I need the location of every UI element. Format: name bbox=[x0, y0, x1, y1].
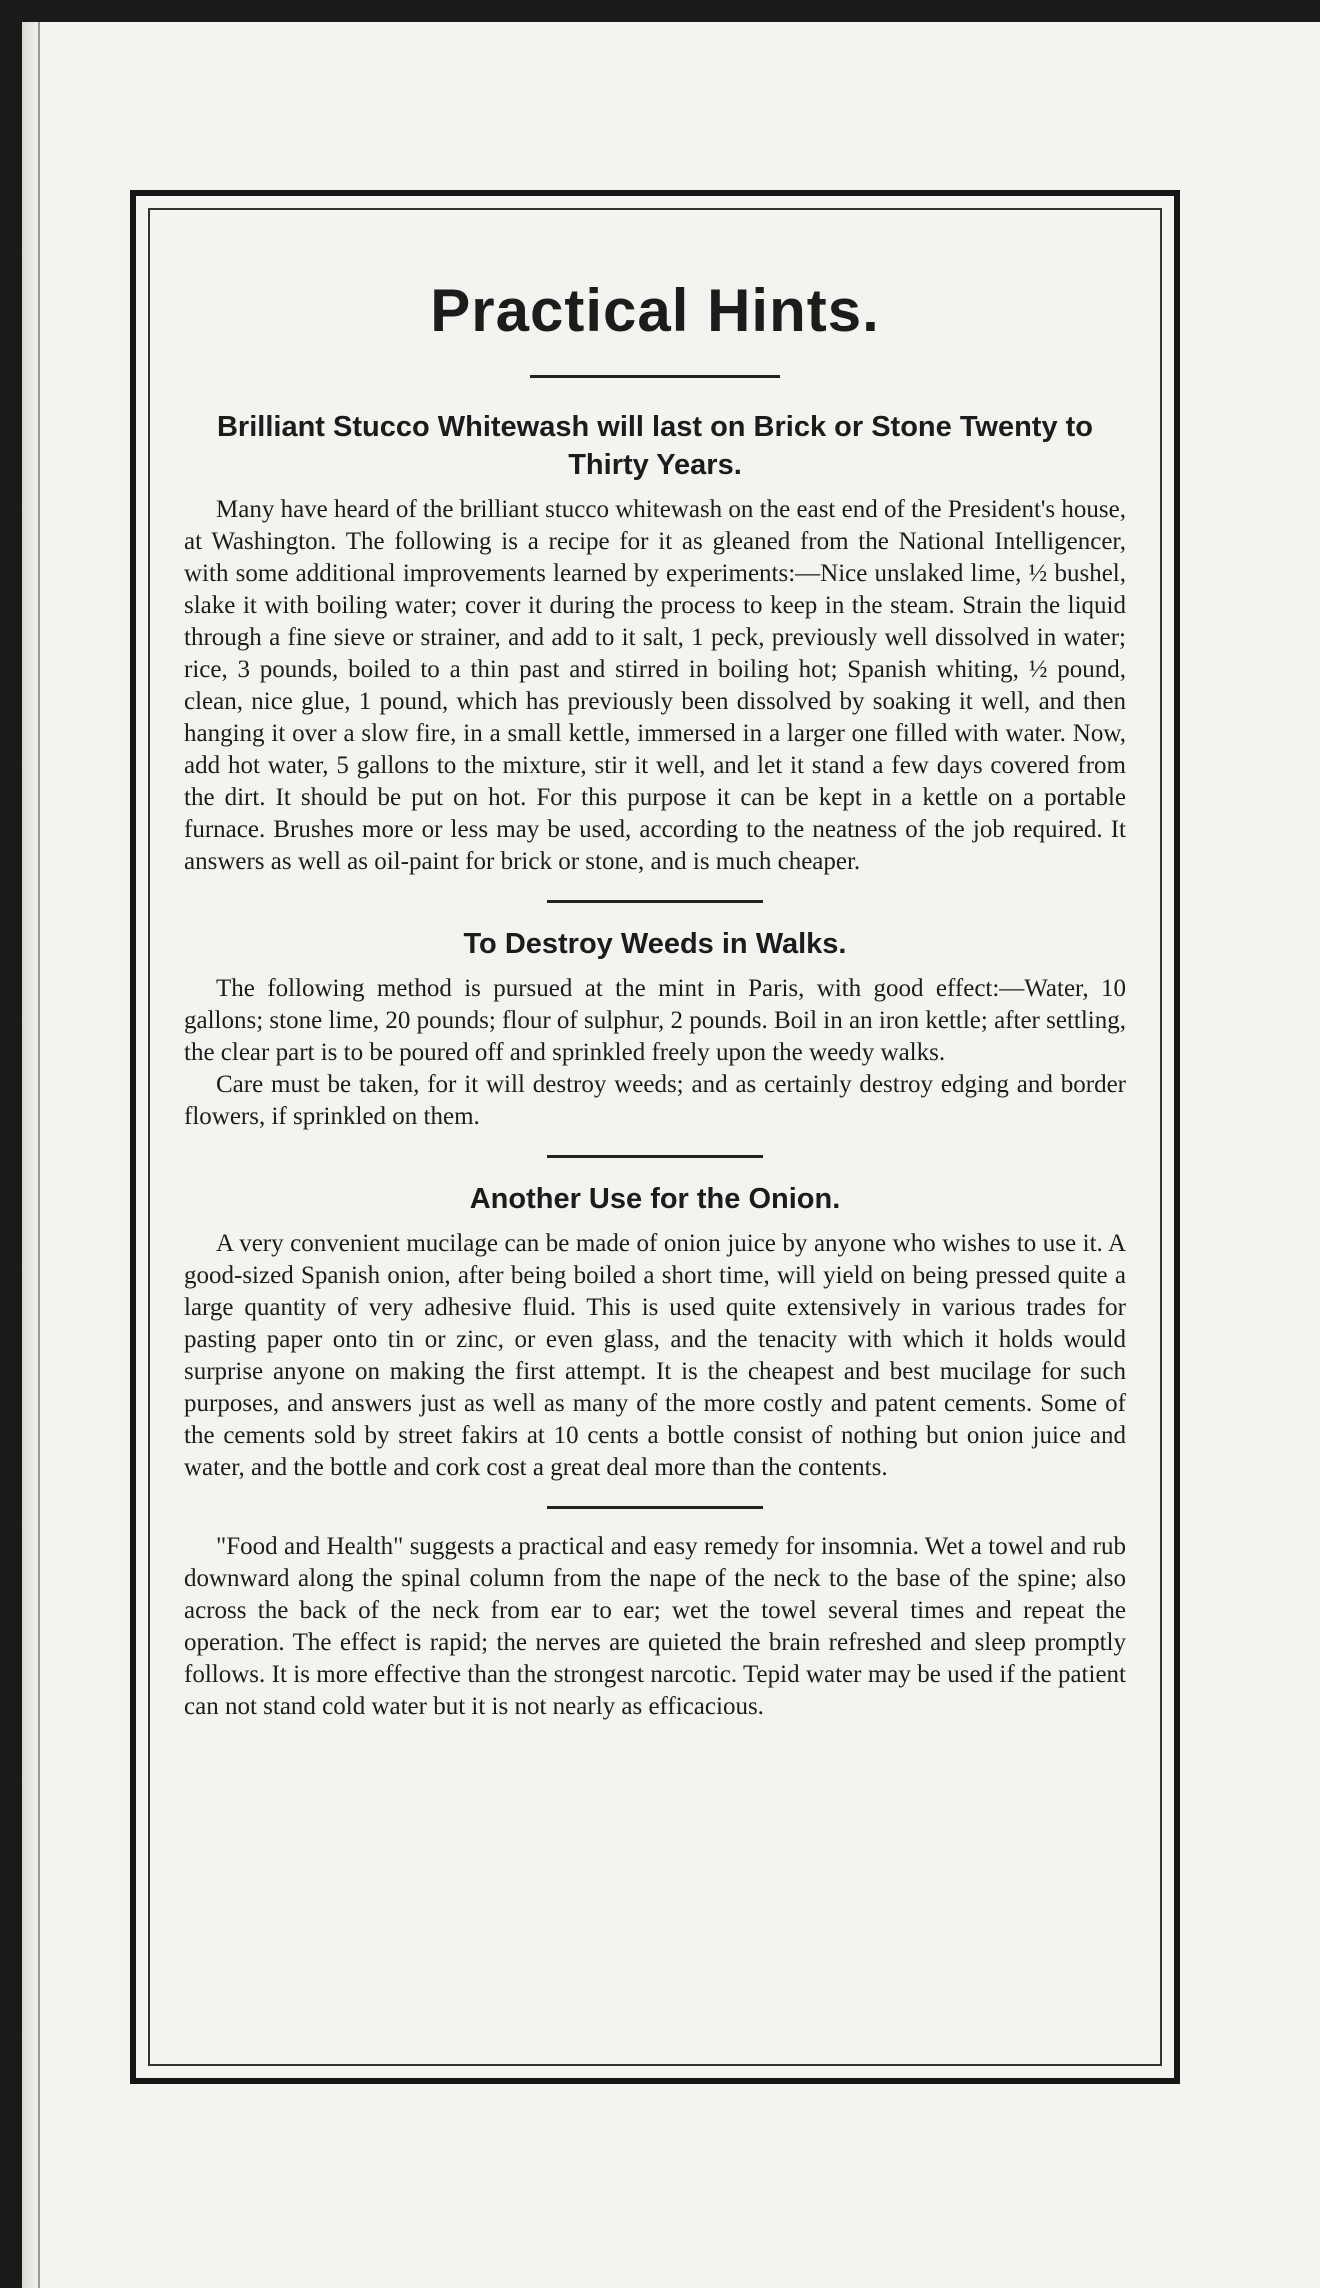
section-whitewash bbox=[184, 408, 1126, 878]
section-paragraph: Care must be taken, for it will destroy weeds; and as certainly destroy edging and border flowers, if sprinkled on them. bbox=[184, 1071, 1126, 1130]
title-divider bbox=[530, 375, 780, 378]
inner-border bbox=[148, 208, 1162, 2066]
page-title: Practical Hints. bbox=[430, 277, 880, 344]
section-weeds bbox=[184, 925, 1126, 1133]
section-onion bbox=[184, 1180, 1126, 1484]
section-divider bbox=[547, 1155, 763, 1158]
insomnia-paragraph: "Food and Health" suggests a practical and easy remedy for insomnia. Wet a towel and rub downward along the spinal column from the nape of the neck to the base of the spine; also across the back of the neck from ear to ear; wet the towel several times and repeat the operation. The effect is rapid; the nerves are quieted the brain refreshed and sleep promptly follows. It is more effective than the strongest narcotic. Tepid water may be used if the patient can not stand cold water but it is not nearly as efficacious. bbox=[184, 1533, 1126, 1720]
section-paragraph: A very convenient mucilage can be made of onion juice by anyone who wishes to use it. A good-sized Spanish onion, after being boiled a short time, will yield on being pressed quite a large quantity of very adhesive fluid. This is used quite extensively in various trades for pasting paper onto tin or zinc, or even glass, and the tenacity with which it holds would surprise anyone on making the first attempt. It is the cheapest and best mucilage for such purposes, and answers just as well as many of the more costly and patent cements. Some of the cements sold by street fakirs at 10 cents a bottle consist of nothing but onion juice and water, and the bottle and cork cost a great deal more than the contents. bbox=[184, 1230, 1126, 1481]
section-heading: Brilliant Stucco Whitewash will last on Brick or Stone Twenty to Thirty Years. bbox=[216, 411, 1094, 481]
section-paragraph: Many have heard of the brilliant stucco whitewash on the east end of the President's house, at Washington. The following is a recipe for it as gleaned from the National Intelligencer, with some additional improvements learned by experiments:—Nice unslaked lime, ½ bushel, slake it with boiling water; cover it during the process to keep in the steam. Strain the liquid through a fine sieve or strainer, and add to it salt, 1 peck, previously well dissolved in water; rice, 3 pounds, boiled to a thin past and stirred in boiling hot; Spanish whiting, ½ pound, clean, nice glue, 1 pound, which has previously been dissolved by soaking it well, and then hanging it over a slow fire, in a small kettle, immersed in a larger one filled with water. Now, add hot water, 5 gallons to the mixture, stir it well, and let it stand a few days covered from the dirt. It should be put on hot. For this purpose it can be kept in a kettle on a portable furnace. Brushes more or less may be used, according to the neatness of the job required. It answers as well as oil-paint for brick or stone, and is much cheaper. bbox=[184, 496, 1126, 875]
section-divider bbox=[547, 900, 763, 903]
book-spine bbox=[22, 22, 40, 2288]
section-paragraph: The following method is pursued at the mint in Paris, with good effect:—Water, 10 gallons; stone lime, 20 pounds; flour of sulphur, 2 pounds. Boil in an iron kettle; after settling, the clear part is to be poured off and sprinkled freely upon the weedy walks. bbox=[184, 975, 1126, 1066]
section-divider bbox=[547, 1506, 763, 1509]
outer-border bbox=[130, 190, 1180, 2084]
content-area bbox=[184, 276, 1126, 2034]
page bbox=[22, 22, 1320, 2288]
section-heading: Another Use for the Onion. bbox=[469, 1183, 841, 1215]
section-heading: To Destroy Weeds in Walks. bbox=[463, 928, 847, 960]
